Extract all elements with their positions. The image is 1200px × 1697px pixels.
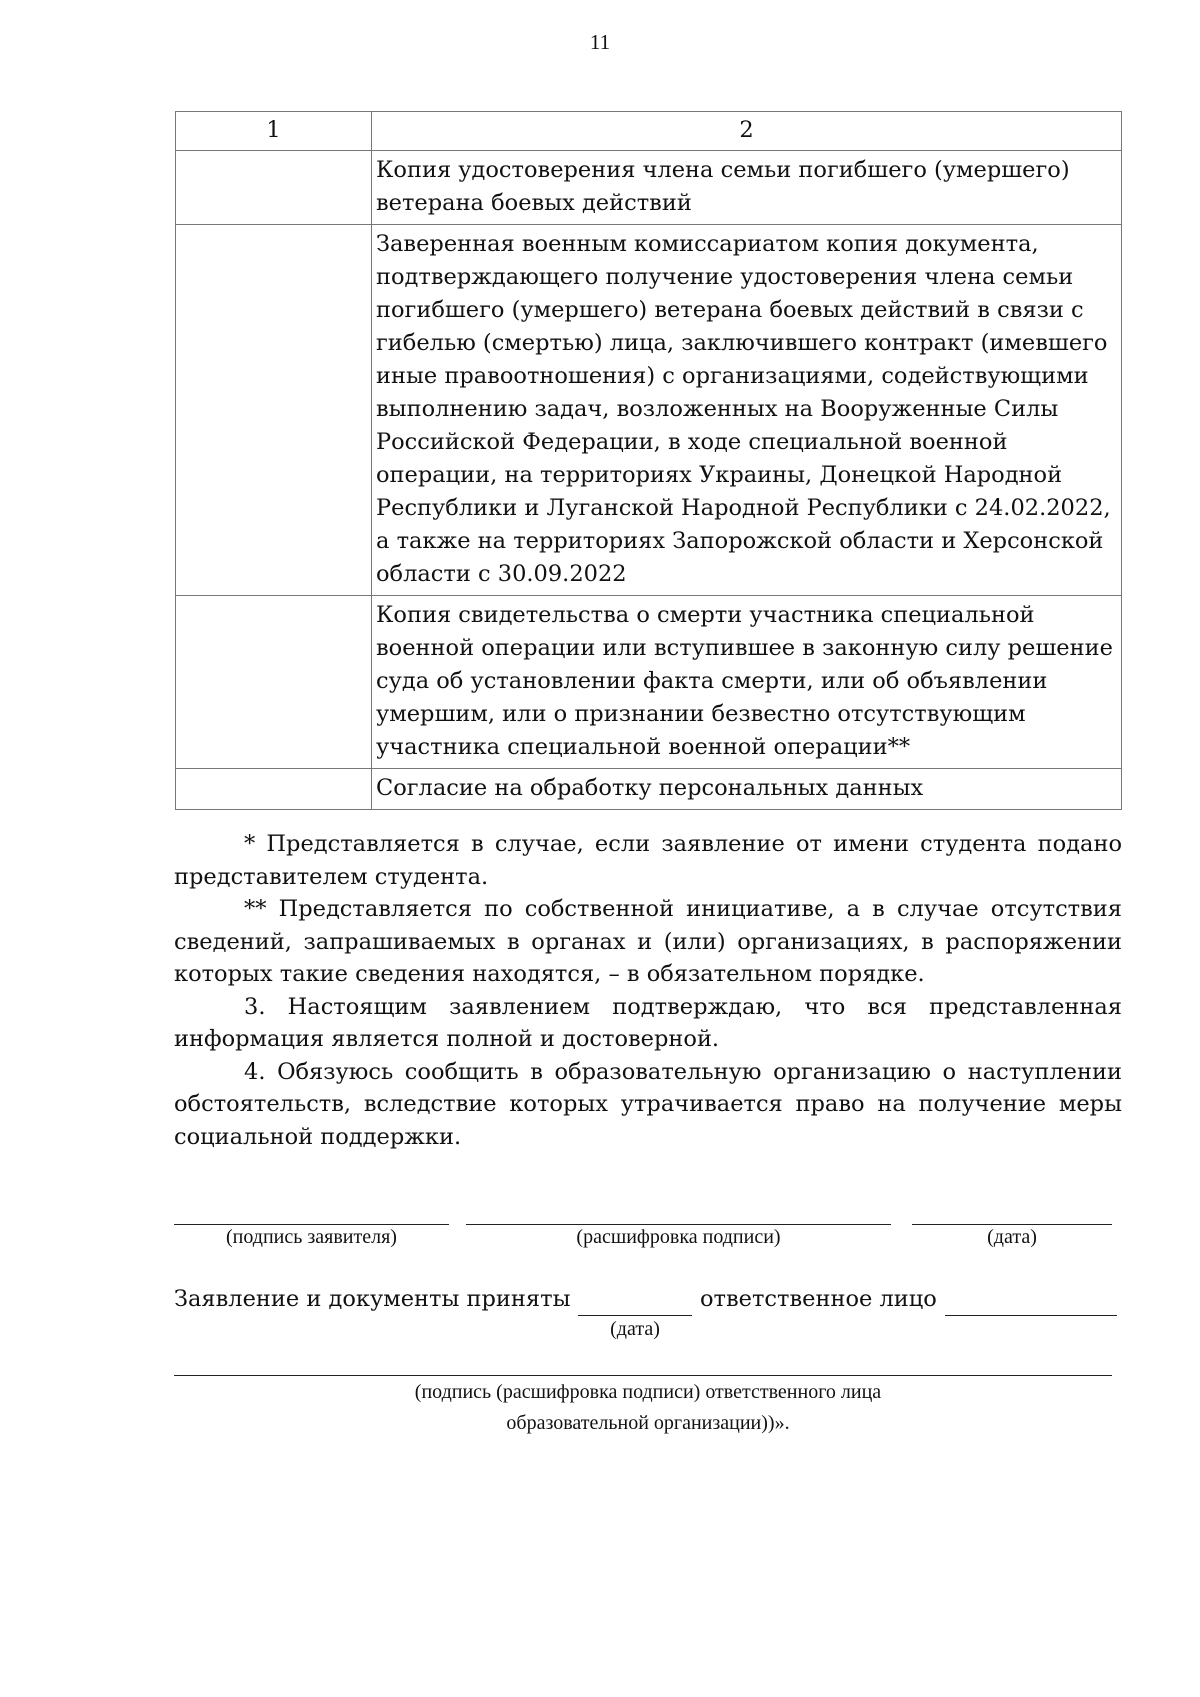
signature-decoding-label: (расшифровка подписи) <box>576 1226 781 1248</box>
table-cell-document: Копия свидетельства о смерти участника специальной военной операции или вступившее в законную силу решение суда об установлении факта смерти, или об объявлении умершим, или о признании безвестно отсутствующим участника специальной военной операции** <box>372 596 1122 769</box>
date-line[interactable] <box>912 1224 1112 1225</box>
applicant-signature-label: (подпись заявителя) <box>226 1226 397 1248</box>
responsible-person-text: ответственное лицо <box>700 1286 937 1312</box>
table-row <box>176 225 1122 596</box>
responsible-signature-caption <box>174 1377 1122 1439</box>
table-header-cell: 2 <box>372 112 1122 151</box>
acceptance-date-label: (дата) <box>610 1318 660 1340</box>
caption-line-1: (подпись (расшифровка подписи) ответственного лица <box>414 1381 882 1403</box>
table-cell-document: Заверенная военным комиссариатом копия документа, подтверждающего получение удостоверения члена семьи погибшего (умершего) ветерана боевых действий в связи с гибелью (смертью) лица, заключившего контракт (имевшего иные правоотношения) с организациями, содействующими выполнению задач, возложенных на Вооруженные Силы Российской Федерации, в ходе специальной военной операции, на территориях Украины, Донецкой Народной Республики и Луганской Народной Республики с 24.02.2022, а также на территориях Запорожской области и Херсонской области с 30.09.2022 <box>372 225 1122 596</box>
footnote-double-asterisk: ** Представляется по собственной инициативе, а в случае отсутствия сведений, запрашиваемых в органах и (или) организациях, в распоряжении которых такие сведения находятся, – в обязательном порядке. <box>174 896 1122 987</box>
acceptance-date-line[interactable] <box>578 1315 692 1316</box>
table-row <box>176 596 1122 769</box>
paragraph-confirmation: 3. Настоящим заявлением подтверждаю, что вся представленная информация является полной и достоверной. <box>174 993 1122 1052</box>
notes-section <box>174 828 1122 1153</box>
table-header-cell: 1 <box>176 112 372 151</box>
caption-line-2: образовательной организации))». <box>506 1412 790 1434</box>
paragraph-obligation: 4. Обязуюсь сообщить в образовательную организацию о наступлении обстоятельств, вследствие которых утрачивается право на получение меры социальной поддержки. <box>174 1058 1122 1150</box>
table-cell-document: Копия удостоверения члена семьи погибшего (умершего) ветерана боевых действий <box>372 151 1122 225</box>
table-cell-number <box>176 151 372 225</box>
page-number: 11 <box>589 30 611 54</box>
table-cell-number <box>176 769 372 810</box>
applicant-signature-line[interactable] <box>174 1224 449 1225</box>
date-label: (дата) <box>987 1226 1037 1248</box>
acceptance-text: Заявление и документы приняты <box>174 1286 571 1312</box>
responsible-signature-line[interactable] <box>174 1375 1112 1376</box>
signature-decoding-line[interactable] <box>466 1224 891 1225</box>
table-cell-document: Согласие на обработку персональных данных <box>372 769 1122 810</box>
documents-table <box>175 111 1122 810</box>
table-row <box>176 769 1122 810</box>
table-cell-number <box>176 225 372 596</box>
table-header-row <box>176 112 1122 151</box>
responsible-person-line[interactable] <box>945 1315 1117 1316</box>
table-row <box>176 151 1122 225</box>
footnote-single-asterisk: * Представляется в случае, если заявление от имени студента подано представителем студента. <box>174 831 1122 890</box>
table-cell-number <box>176 596 372 769</box>
